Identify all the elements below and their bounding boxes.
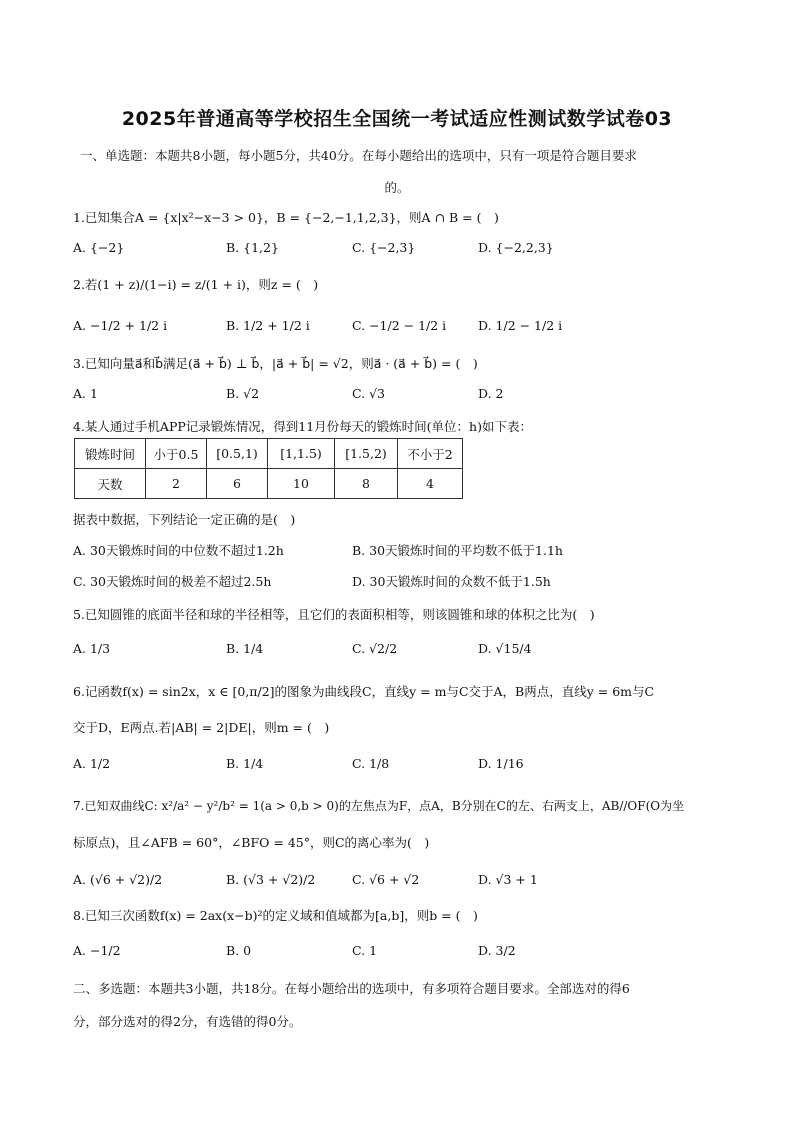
question-8-option-b: B. 0 xyxy=(226,943,252,958)
question-8-option-c: C. 1 xyxy=(352,943,378,958)
question-6-stem-line2: 交于D，E两点.若|AB| = 2|DE|，则m = ( ) xyxy=(73,720,330,735)
question-5-option-d: D. √15/4 xyxy=(478,641,532,656)
question-4-stem: 4.某人通过手机APP记录锻炼情况，得到11月份每天的锻炼时间(单位：h)如下表： xyxy=(73,419,532,434)
question-3-stem: 3.已知向量a⃗和b⃗满足(a⃗ + b⃗) ⊥ b⃗，|a⃗ + b⃗| = √2，则a⃗ · (a⃗ + b⃗) = ( ) xyxy=(73,356,478,371)
question-4-option-b: B. 30天锻炼时间的平均数不低于1.1h xyxy=(352,543,563,558)
question-4-option-a: A. 30天锻炼时间的中位数不超过1.2h xyxy=(73,543,284,558)
table-cell: 8 xyxy=(335,469,398,499)
question-7-option-c: C. √6 + √2 xyxy=(352,872,420,887)
question-8-option-a: A. −1/2 xyxy=(73,943,121,958)
table-cell: 锻炼时间 xyxy=(75,439,146,469)
question-1-option-b: B. {1,2} xyxy=(226,240,279,255)
question-1-option-d: D. {−2,2,3} xyxy=(478,240,554,255)
question-7-stem-line2: 标原点)，且∠AFB = 60°，∠BFO = 45°，则C的离心率为( ) xyxy=(73,835,430,850)
question-5-stem: 5.已知圆锥的底面半径和球的半径相等，且它们的表面积相等，则该圆锥和球的体积之比为( ) xyxy=(73,607,595,622)
table-cell: 4 xyxy=(398,469,463,499)
table-header-row xyxy=(75,439,463,469)
question-1-option-c: C. {−2,3} xyxy=(352,240,416,255)
question-6-option-c: C. 1/8 xyxy=(352,756,390,771)
question-2-option-d: D. 1/2 − 1/2 i xyxy=(478,318,563,333)
question-4-option-d: D. 30天锻炼时间的众数不低于1.5h xyxy=(352,574,551,589)
question-3-option-b: B. √2 xyxy=(226,386,260,401)
section2-header: 二、多选题：本题共3小题，共18分。在每小题给出的选项中，有多项符合题目要求。全部选对的得6 xyxy=(73,981,630,996)
table-cell: 小于0.5 xyxy=(146,439,207,469)
question-3-option-d: D. 2 xyxy=(478,386,504,401)
question-1-option-a: A. {−2} xyxy=(73,240,125,255)
exercise-time-table xyxy=(74,438,463,499)
question-3-option-c: C. √3 xyxy=(352,386,385,401)
question-5-option-b: B. 1/4 xyxy=(226,641,264,656)
table-cell: [1.5,2) xyxy=(335,439,398,469)
table-row xyxy=(75,469,463,499)
question-6-stem-line1: 6.记函数f(x) = sin2x，x ∈ [0,π/2]的图象为曲线段C，直线y = m与C交于A，B两点，直线y = 6m与C xyxy=(73,684,655,699)
question-6-option-a: A. 1/2 xyxy=(73,756,111,771)
table-cell: [0.5,1) xyxy=(207,439,268,469)
question-2-stem: 2.若(1 + z)/(1−i) = z/(1 + i)，则z = ( ) xyxy=(73,277,319,292)
question-8-stem: 8.已知三次函数f(x) = 2ax(x−b)²的定义域和值域都为[a,b]，则b = ( ) xyxy=(73,908,478,923)
question-2-option-c: C. −1/2 − 1/2 i xyxy=(352,318,447,333)
table-cell: 不小于2 xyxy=(398,439,463,469)
section2-header-cont: 分，部分选对的得2分，有选错的得0分。 xyxy=(73,1014,302,1029)
section1-header: 一、单选题：本题共8小题，每小题5分，共40分。在每小题给出的选项中，只有一项是符合题目要求 xyxy=(80,148,637,163)
page-title: 2025年普通高等学校招生全国统一考试适应性测试数学试卷03 xyxy=(121,108,673,130)
question-2-option-b: B. 1/2 + 1/2 i xyxy=(226,318,310,333)
section1-header-cont: 的。 xyxy=(384,180,410,195)
table-cell: 2 xyxy=(146,469,207,499)
question-6-option-b: B. 1/4 xyxy=(226,756,264,771)
question-3-option-a: A. 1 xyxy=(73,386,98,401)
question-2-option-a: A. −1/2 + 1/2 i xyxy=(73,318,168,333)
question-5-option-a: A. 1/3 xyxy=(73,641,111,656)
question-4-option-c: C. 30天锻炼时间的极差不超过2.5h xyxy=(73,574,272,589)
question-1-stem: 1.已知集合A = {x|x²−x−3 > 0}，B = {−2,−1,1,2,3}，则A ∩ B = ( ) xyxy=(73,210,499,225)
table-cell: 6 xyxy=(207,469,268,499)
question-7-option-b: B. (√3 + √2)/2 xyxy=(226,872,316,887)
question-6-option-d: D. 1/16 xyxy=(478,756,524,771)
question-4-prompt: 据表中数据，下列结论一定正确的是( ) xyxy=(73,512,296,527)
question-7-stem-line1: 7.已知双曲线C: x²/a² − y²/b² = 1(a > 0,b > 0)的左焦点为F，点A，B分别在C的左、右两支上，AB//OF(O为坐 xyxy=(73,799,685,813)
question-8-option-d: D. 3/2 xyxy=(478,943,516,958)
question-7-option-d: D. √3 + 1 xyxy=(478,872,538,887)
question-5-option-c: C. √2/2 xyxy=(352,641,398,656)
question-7-option-a: A. (√6 + √2)/2 xyxy=(73,872,163,887)
table-cell: 10 xyxy=(268,469,335,499)
table-cell: 天数 xyxy=(75,469,146,499)
table-cell: [1,1.5) xyxy=(268,439,335,469)
